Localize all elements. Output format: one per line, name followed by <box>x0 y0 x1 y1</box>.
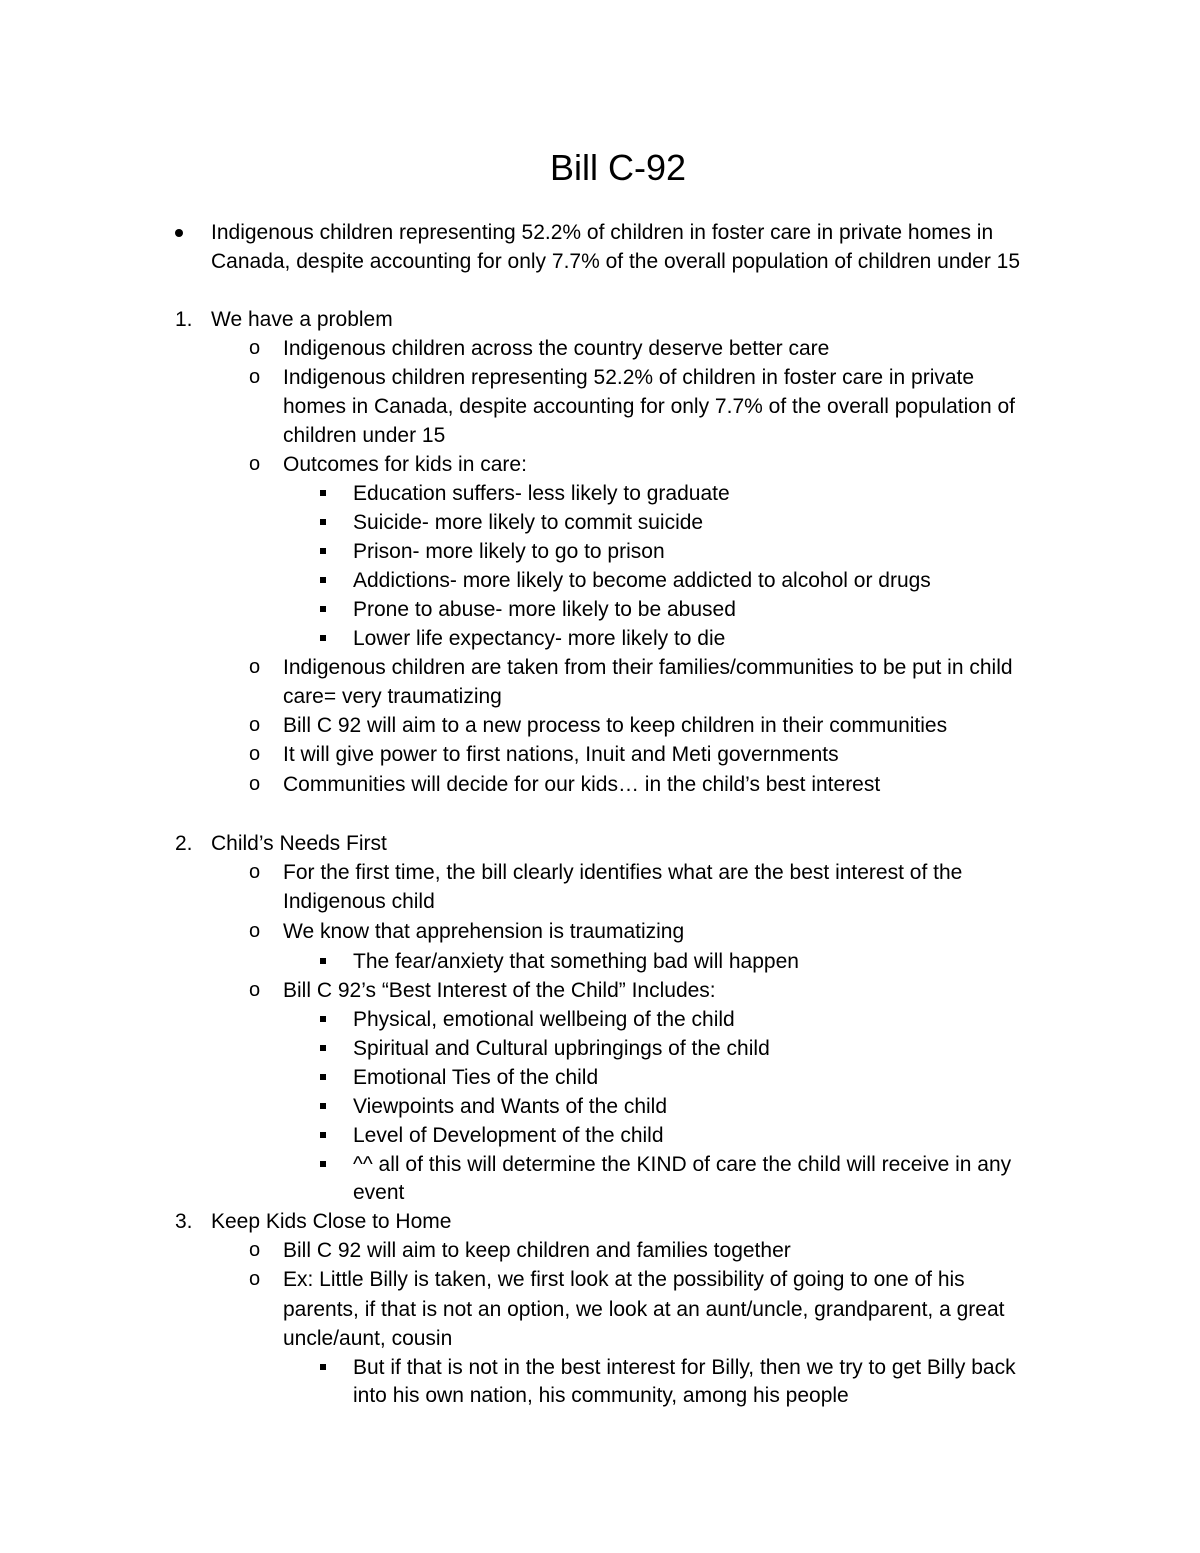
section-number: 2. <box>175 832 193 855</box>
sub-list-item: Level of Development of the child <box>353 1124 664 1147</box>
list-item: uncle/aunt, cousin <box>283 1327 453 1350</box>
sub-list-item: event <box>353 1181 405 1204</box>
section-heading: We have a problem <box>211 308 393 331</box>
list-item: Outcomes for kids in care: <box>283 453 527 476</box>
square-bullet <box>320 1161 326 1167</box>
square-bullet <box>320 1074 326 1080</box>
square-bullet <box>320 548 326 554</box>
circle-bullet: o <box>249 979 261 1001</box>
section-number: 1. <box>175 308 193 331</box>
list-item: We know that apprehension is traumatizing <box>283 920 685 943</box>
list-item: For the first time, the bill clearly identifies what are the best interest of the <box>283 861 963 884</box>
circle-bullet: o <box>249 1239 261 1261</box>
list-item: Bill C 92 will aim to keep children and families together <box>283 1239 791 1262</box>
circle-bullet: o <box>249 337 261 359</box>
sub-list-item: into his own nation, his community, among his people <box>353 1384 849 1407</box>
square-bullet <box>320 958 326 964</box>
circle-bullet: o <box>249 861 261 883</box>
sub-list-item: Physical, emotional wellbeing of the child <box>353 1008 735 1031</box>
sub-list-item: ^^ all of this will determine the KIND of care the child will receive in any <box>353 1153 1012 1176</box>
circle-bullet: o <box>249 453 261 475</box>
square-bullet <box>320 606 326 612</box>
section-heading: Child’s Needs First <box>211 832 387 855</box>
list-item: Indigenous children are taken from their families/communities to be put in child <box>283 656 1013 679</box>
list-item: Indigenous child <box>283 890 435 913</box>
square-bullet <box>320 490 326 496</box>
list-item: It will give power to first nations, Inuit and Meti governments <box>283 743 839 766</box>
sub-list-item: Education suffers- less likely to graduate <box>353 482 730 505</box>
list-item: parents, if that is not an option, we look at an aunt/uncle, grandparent, a great <box>283 1298 1005 1321</box>
sub-list-item: Spiritual and Cultural upbringings of the child <box>353 1037 770 1060</box>
intro-line: Canada, despite accounting for only 7.7% of the overall population of children under 15 <box>211 250 1021 273</box>
sub-list-item: But if that is not in the best interest for Billy, then we try to get Billy back <box>353 1356 1016 1379</box>
square-bullet <box>320 1016 326 1022</box>
bullet-dot <box>175 229 183 237</box>
circle-bullet: o <box>249 920 261 942</box>
circle-bullet: o <box>249 773 261 795</box>
sub-list-item: Addictions- more likely to become addicted to alcohol or drugs <box>353 569 931 592</box>
sub-list-item: Emotional Ties of the child <box>353 1066 599 1089</box>
sub-list-item: Suicide- more likely to commit suicide <box>353 511 704 534</box>
list-item: care= very traumatizing <box>283 685 502 708</box>
square-bullet <box>320 1132 326 1138</box>
list-item: homes in Canada, despite accounting for only 7.7% of the overall population of <box>283 395 1015 418</box>
list-item: Bill C 92’s “Best Interest of the Child” Includes: <box>283 979 716 1002</box>
page-title: Bill C-92 <box>549 147 687 188</box>
list-item: Ex: Little Billy is taken, we first look at the possibility of going to one of his <box>283 1268 965 1291</box>
intro-line: Indigenous children representing 52.2% of children in foster care in private homes in <box>211 221 994 244</box>
list-item: children under 15 <box>283 424 446 447</box>
list-item: Indigenous children representing 52.2% of children in foster care in private <box>283 366 975 389</box>
square-bullet <box>320 1364 326 1370</box>
sub-list-item: Viewpoints and Wants of the child <box>353 1095 668 1118</box>
list-item: Indigenous children across the country deserve better care <box>283 337 830 360</box>
square-bullet <box>320 577 326 583</box>
square-bullet <box>320 635 326 641</box>
sub-list-item: Prone to abuse- more likely to be abused <box>353 598 736 621</box>
sub-list-item: Prison- more likely to go to prison <box>353 540 665 563</box>
circle-bullet: o <box>249 366 261 388</box>
sub-list-item: Lower life expectancy- more likely to die <box>353 627 726 650</box>
circle-bullet: o <box>249 714 261 736</box>
circle-bullet: o <box>249 743 261 765</box>
square-bullet <box>320 519 326 525</box>
list-item: Communities will decide for our kids… in the child’s best interest <box>283 773 881 796</box>
sub-list-item: The fear/anxiety that something bad will happen <box>353 950 799 973</box>
circle-bullet: o <box>249 1268 261 1290</box>
circle-bullet: o <box>249 656 261 678</box>
square-bullet <box>320 1103 326 1109</box>
list-item: Bill C 92 will aim to a new process to keep children in their communities <box>283 714 948 737</box>
square-bullet <box>320 1045 326 1051</box>
section-heading: Keep Kids Close to Home <box>211 1210 452 1233</box>
section-number: 3. <box>175 1210 193 1233</box>
